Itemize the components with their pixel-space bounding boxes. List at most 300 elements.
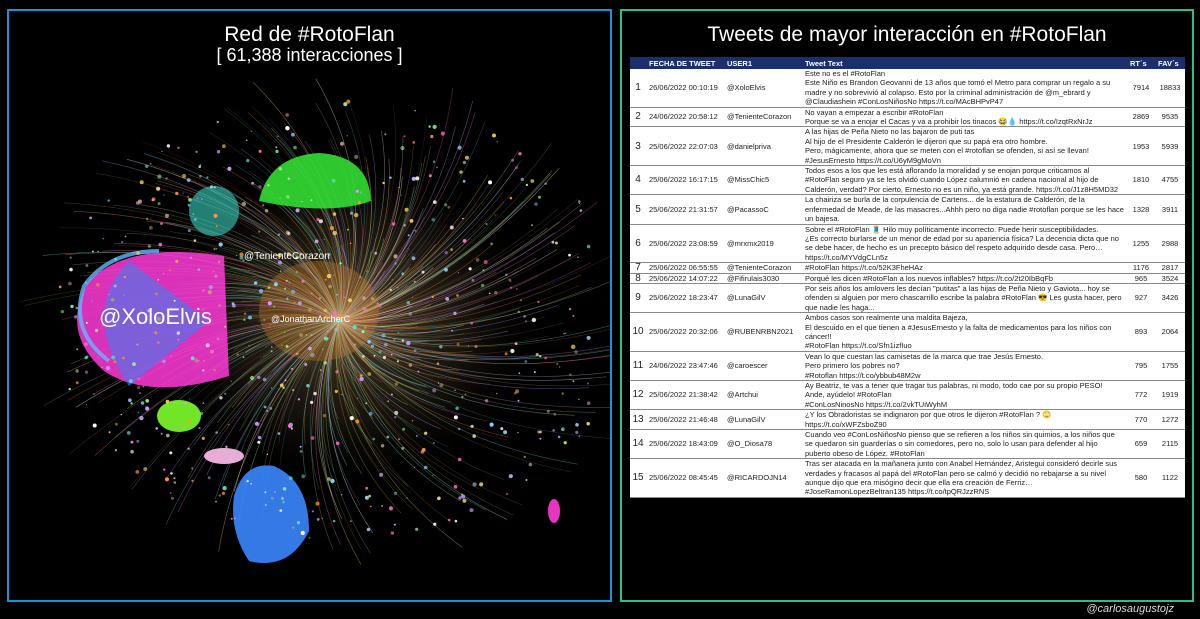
network-node — [280, 383, 284, 387]
row-number: 3 — [630, 127, 646, 166]
network-node — [381, 444, 384, 447]
table-row — [630, 166, 1185, 195]
network-node — [399, 187, 400, 188]
row-tweet-text: #RotoFlan https://t.co/52K3FheHAz — [802, 263, 1127, 273]
network-node — [184, 403, 187, 406]
network-node — [367, 340, 371, 344]
network-node — [137, 378, 140, 381]
network-node — [509, 474, 513, 478]
row-favs: 9535 — [1155, 107, 1185, 127]
row-rts: 1953 — [1127, 127, 1155, 166]
network-node — [325, 279, 327, 281]
network-node — [341, 394, 342, 395]
network-node — [356, 190, 359, 193]
network-node — [319, 219, 323, 223]
row-tweet-text: No vayan a empezar a escribir #RotoFlan Porque se va a enojar el Cacas y va a prohibir los tinacos 😂💧 https://t.co/IzqtRxNrJz — [802, 107, 1127, 127]
network-node — [215, 431, 218, 434]
network-node — [458, 428, 460, 430]
network-node — [143, 467, 147, 471]
network-node — [339, 262, 341, 264]
network-node — [146, 218, 148, 220]
network-node — [136, 251, 140, 255]
col-date: FECHA DE TWEET — [646, 57, 724, 69]
network-node — [439, 383, 443, 387]
network-node — [143, 386, 144, 387]
network-node — [333, 231, 337, 235]
network-node — [335, 370, 338, 373]
network-node — [371, 345, 374, 348]
network-node — [358, 201, 361, 204]
network-node — [412, 141, 415, 144]
network-node — [381, 505, 383, 507]
network-node — [489, 293, 491, 295]
network-node — [320, 369, 321, 370]
network-node — [414, 281, 416, 283]
network-node — [534, 371, 536, 373]
network-node — [155, 292, 158, 295]
network-node — [374, 355, 376, 357]
network-node — [451, 330, 453, 332]
network-node — [287, 232, 290, 235]
network-node — [369, 412, 373, 416]
row-number: 5 — [630, 195, 646, 224]
network-node — [404, 224, 406, 226]
network-node — [296, 208, 300, 212]
network-node — [455, 520, 458, 523]
network-node — [401, 272, 404, 275]
network-node — [310, 401, 313, 404]
network-node — [422, 271, 425, 274]
network-node — [308, 308, 312, 312]
network-node — [267, 454, 268, 455]
row-number: 2 — [630, 107, 646, 127]
network-node — [264, 406, 267, 409]
network-node — [518, 400, 520, 402]
row-rts: 7914 — [1127, 69, 1155, 107]
row-user: @PacassoC — [724, 195, 802, 224]
network-node — [188, 198, 192, 202]
network-node — [284, 332, 285, 333]
network-node — [161, 151, 162, 152]
network-node — [231, 381, 232, 382]
network-node — [415, 230, 417, 232]
network-node — [160, 222, 163, 225]
network-node — [475, 345, 478, 348]
network-node — [340, 142, 344, 146]
network-node — [354, 155, 358, 159]
network-node — [362, 307, 366, 311]
network-node — [301, 201, 303, 203]
network-node — [316, 502, 320, 506]
network-node — [69, 268, 73, 272]
network-node — [373, 438, 376, 441]
network-node — [382, 182, 384, 184]
cluster-green-left — [157, 400, 201, 432]
network-node — [154, 331, 157, 334]
network-node — [469, 267, 472, 270]
network-node — [395, 382, 399, 386]
network-node — [481, 284, 484, 287]
network-node — [392, 222, 396, 226]
network-node — [547, 410, 550, 413]
row-favs: 3524 — [1155, 273, 1185, 283]
cluster-pink-small — [204, 448, 244, 464]
network-node — [218, 261, 220, 263]
network-node — [70, 305, 73, 308]
network-node — [352, 325, 356, 329]
network-node — [359, 276, 361, 278]
network-node — [158, 279, 160, 281]
network-node — [552, 241, 555, 244]
network-node — [433, 125, 437, 129]
network-node — [136, 440, 139, 443]
network-node — [219, 242, 223, 246]
network-node — [224, 393, 226, 395]
network-node — [412, 256, 416, 260]
network-node — [301, 475, 305, 479]
row-tweet-text: Porqué les dicen #RotoFlan a los nuevos inflables? https://t.co/2t20IbBqFb — [802, 273, 1127, 283]
row-user: @XoloElvis — [724, 69, 802, 107]
network-node — [278, 234, 280, 236]
row-tweet-text: Cuando veo #ConLosNiñosNo pienso que se refieren a los niños sin quimios, a los niños que se quedaron sin guarderías o sin comedores, pero no, solo lo usan para defender al hijo puberto obeso de López. #RotoFlan — [802, 430, 1127, 459]
network-node — [456, 294, 459, 297]
network-node — [222, 144, 226, 148]
network-node — [524, 456, 526, 458]
network-node — [122, 357, 125, 360]
network-node — [366, 271, 367, 272]
network-node — [210, 350, 214, 354]
network-node — [169, 451, 172, 454]
network-node — [393, 339, 395, 341]
network-node — [450, 248, 453, 251]
network-node — [503, 430, 507, 434]
network-node — [357, 398, 358, 399]
table-row — [630, 69, 1185, 107]
row-number: 11 — [630, 351, 646, 380]
network-node — [163, 469, 165, 471]
col-favs: FAV´s — [1155, 57, 1185, 69]
network-node — [436, 167, 438, 169]
row-favs: 1272 — [1155, 410, 1185, 430]
network-node — [85, 282, 87, 284]
network-node — [250, 483, 252, 485]
network-node — [578, 399, 579, 400]
network-node — [587, 383, 589, 385]
network-node — [251, 131, 252, 132]
network-node — [137, 386, 140, 389]
network-node — [111, 355, 115, 359]
network-node — [505, 274, 507, 276]
network-node — [433, 161, 436, 164]
network-node — [298, 301, 302, 305]
network-node — [336, 294, 338, 296]
network-node — [277, 136, 278, 137]
network-node — [161, 433, 163, 435]
network-node — [195, 151, 197, 153]
network-node — [217, 150, 220, 153]
network-node — [268, 301, 272, 305]
network-node — [95, 329, 98, 332]
network-node — [310, 199, 312, 201]
row-user: @MissChic5 — [724, 166, 802, 195]
network-node — [430, 135, 433, 138]
network-node — [400, 146, 404, 150]
network-node — [289, 476, 293, 480]
network-node — [365, 496, 369, 500]
network-node — [458, 146, 462, 150]
network-node — [68, 282, 72, 286]
network-node — [262, 204, 264, 206]
network-node — [587, 422, 590, 425]
network-node — [97, 251, 99, 253]
cluster-teal — [189, 186, 239, 236]
network-node — [470, 508, 474, 512]
network-node — [243, 356, 245, 358]
network-node — [494, 291, 497, 294]
network-node — [433, 200, 437, 204]
network-node — [393, 254, 397, 258]
network-node — [398, 332, 400, 334]
network-node — [506, 493, 508, 495]
row-tweet-text: Por seis años los amlovers les decían "putitas" a las hijas de Peña Nieto y Gaviota... hoy se ofenden si alguien por mero chascarrillo escribe la palabra #RotoFlan 😎 Les gusta hacer, pero que nadie les haga... — [802, 283, 1127, 312]
network-node — [496, 393, 498, 395]
network-node — [415, 176, 419, 180]
network-node — [538, 196, 541, 199]
network-node — [292, 389, 294, 391]
network-node — [246, 480, 248, 482]
network-node — [444, 268, 448, 272]
network-node — [269, 326, 271, 328]
network-node — [215, 501, 217, 503]
network-node — [291, 290, 295, 294]
network-node — [383, 356, 386, 359]
network-node — [389, 506, 393, 510]
network-node — [202, 437, 205, 440]
row-rts: 1810 — [1127, 166, 1155, 195]
row-tweet-text: Vean lo que cuestan las camisetas de la marca que trae Jesús Ernesto. Pero primero los pobres no? #Rotoflan https://t.co/ybbub48M2w — [802, 351, 1127, 380]
network-node — [476, 258, 480, 262]
network-node — [424, 432, 427, 435]
network-node — [274, 282, 278, 286]
network-node — [132, 362, 136, 366]
network-node — [275, 146, 277, 148]
network-node — [424, 466, 428, 470]
row-rts: 772 — [1127, 381, 1155, 410]
network-node — [311, 436, 315, 440]
network-node — [429, 174, 432, 177]
network-node — [70, 257, 72, 259]
network-node — [572, 315, 574, 317]
network-node — [291, 133, 295, 137]
row-rts: 659 — [1127, 430, 1155, 459]
network-node — [552, 429, 555, 432]
network-node — [155, 427, 158, 430]
network-node — [201, 198, 203, 200]
network-node — [365, 487, 368, 490]
network-node — [407, 301, 411, 305]
network-node — [106, 366, 110, 370]
col-rts: RT´s — [1127, 57, 1155, 69]
network-node — [101, 367, 103, 369]
network-node — [534, 202, 537, 205]
network-node — [236, 255, 237, 256]
network-node — [317, 518, 320, 521]
network-node — [84, 342, 88, 346]
network-node — [187, 178, 191, 182]
network-node — [188, 448, 190, 450]
row-rts: 2869 — [1127, 107, 1155, 127]
network-node — [177, 147, 180, 150]
network-node — [214, 275, 217, 278]
tweets-table-wrap — [630, 57, 1185, 498]
row-number: 8 — [630, 273, 646, 283]
network-node — [114, 285, 117, 288]
row-user: @TenienteCorazon — [724, 107, 802, 127]
network-node — [432, 218, 435, 221]
row-tweet-text: A las hijas de Peña Nieto no las bajaron de puti tas Al hijo de el Presidente Calderón le dijeron que su papá era otro hombre. Pero, mágicamente, ahora que se meten con el #rotoflan se ofenden, si así se llevan! #JesusErnesto https://t.co/U6yM9gMoVn — [802, 127, 1127, 166]
network-node — [280, 198, 281, 199]
table-row — [630, 430, 1185, 459]
network-node — [539, 431, 542, 434]
network-node — [562, 392, 564, 394]
network-node — [288, 178, 290, 180]
network-node — [564, 441, 567, 444]
network-node — [397, 360, 399, 362]
network-node — [123, 295, 125, 297]
network-node — [280, 270, 282, 272]
network-node — [545, 183, 547, 185]
network-node — [405, 208, 409, 212]
network-node — [569, 308, 571, 310]
table-row — [630, 410, 1185, 430]
network-node — [166, 400, 170, 404]
network-node — [140, 180, 144, 184]
row-user: @O_Diosa78 — [724, 430, 802, 459]
network-node — [306, 384, 309, 387]
network-node — [208, 290, 212, 294]
network-node — [515, 389, 519, 393]
network-node — [269, 407, 272, 410]
network-node — [194, 218, 197, 221]
network-node — [355, 420, 359, 424]
network-node — [113, 360, 116, 363]
network-node — [74, 315, 77, 318]
network-node — [165, 177, 167, 179]
tweets-table — [630, 57, 1185, 498]
row-rts: 1176 — [1127, 263, 1155, 273]
col-index — [630, 57, 646, 69]
network-node — [334, 328, 338, 332]
network-node — [332, 179, 336, 183]
network-node — [565, 333, 566, 334]
network-node — [286, 298, 288, 300]
network-node — [526, 184, 528, 186]
network-node — [569, 374, 571, 376]
row-number: 13 — [630, 410, 646, 430]
network-node — [97, 357, 98, 358]
col-text: Tweet Text — [802, 57, 1127, 69]
network-node — [170, 472, 173, 475]
network-node — [258, 231, 260, 233]
row-tweet-text: Este no es el #RotoFlan Este Niño es Brandon Geovanni de 13 años que tomó el Metro para comprar un regalo a su madre y no sobrevivió al colapso. Esto por la criminal administración de @m_ebrard y @Claudiashein #ConLosNiñosNo https://t.co/MAcBHPvP47 — [802, 69, 1127, 107]
network-node — [296, 271, 298, 273]
network-node — [136, 343, 138, 345]
network-node — [556, 363, 558, 365]
row-date: 25/06/2022 20:32:06 — [646, 313, 724, 352]
network-node — [483, 269, 485, 271]
network-node — [128, 398, 132, 402]
network-node — [115, 449, 117, 451]
network-node — [559, 366, 560, 367]
network-node — [219, 494, 221, 496]
network-node — [457, 343, 460, 346]
network-node — [191, 467, 193, 469]
cluster-magenta-right — [548, 499, 560, 523]
network-node — [459, 170, 462, 173]
network-node — [490, 242, 493, 245]
table-row — [630, 273, 1185, 283]
row-favs: 2817 — [1155, 263, 1185, 273]
network-node — [115, 423, 118, 426]
network-node — [479, 482, 483, 486]
row-favs: 1919 — [1155, 381, 1185, 410]
network-node — [145, 165, 148, 168]
network-node — [177, 426, 179, 428]
network-node — [301, 531, 305, 535]
network-node — [111, 298, 115, 302]
network-node — [271, 497, 274, 500]
network-node — [367, 372, 371, 376]
network-node — [266, 410, 268, 412]
tweets-title: Tweets de mayor interacción en #RotoFlan — [707, 23, 1107, 46]
network-node — [278, 432, 281, 435]
author-credit: @carlosaugustojz — [1086, 603, 1174, 615]
network-node — [515, 166, 518, 169]
network-node — [518, 311, 520, 313]
row-date: 25/06/2022 21:31:57 — [646, 195, 724, 224]
network-node — [517, 432, 518, 433]
network-node — [445, 297, 449, 301]
network-node — [188, 420, 192, 424]
row-number: 12 — [630, 381, 646, 410]
network-node — [350, 416, 354, 420]
network-node — [282, 387, 284, 389]
network-node — [248, 345, 249, 346]
network-node — [497, 141, 498, 142]
row-favs: 2064 — [1155, 313, 1185, 352]
network-node — [365, 402, 367, 404]
network-node — [271, 387, 272, 388]
network-node — [432, 388, 436, 392]
network-node — [208, 476, 211, 479]
network-node — [355, 309, 356, 310]
network-node — [222, 492, 225, 495]
row-user: @LunaGilV — [724, 410, 802, 430]
network-node — [463, 180, 466, 183]
network-node — [327, 274, 331, 278]
network-node — [183, 193, 184, 194]
network-node — [257, 376, 260, 379]
network-node — [292, 526, 294, 528]
network-node — [347, 135, 349, 137]
network-node — [96, 283, 100, 287]
network-node — [237, 353, 239, 355]
network-node — [465, 394, 467, 396]
network-node — [199, 175, 202, 178]
network-node — [89, 217, 92, 220]
network-node — [194, 359, 198, 363]
network-node — [69, 388, 71, 390]
